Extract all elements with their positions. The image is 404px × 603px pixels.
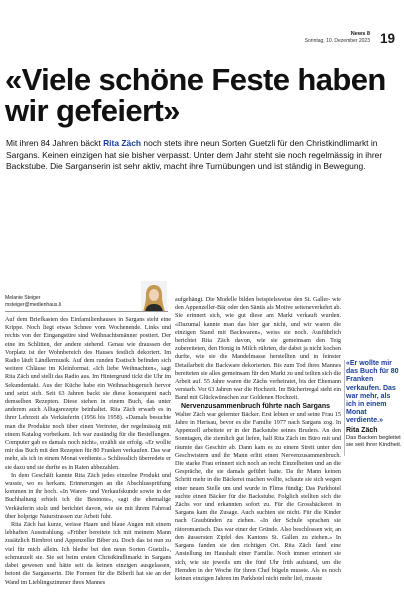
- pull-quote-text: «Er wollte mir das Buch für 80 Franken verkaufen. Das war mehr, als ich in einem Monat verdiente.»: [346, 360, 399, 425]
- body-paragraph: In dem Geschäft kannte Rita Zäch jedes einzelne Produkt und wusste, wo es herkam. Erinnerungen an die Abschlussprüfung kommen in ihr hoch. «In Waren- und Verkaufskunde sowie in der Buchhaltung erhielt ich die Bestnote», sagt die ehemalige Verkäuferin stolz und berichtet davon, wie sie mit ihrem Fahrrad über holprige Naturstrassen zur Arbeit fuhr.: [5, 472, 171, 520]
- publication-name: News 8: [350, 31, 370, 37]
- body-paragraph: Rita Zäch hat kurze, weisse Haare und blaue Augen mit einem lebhaften Ausstrahlung. «Früher bereitete ich mit meinem Mann zusätzlich Birnbrot und Appenzeller Biber zu. Doch das ist nun zu viel für mich allein. Ich bleibe bei den neun Sorten Guetzli», schmunzelt sie. Sie sei beim ersten Christkindlimarkt in Sargans dabei gewesen und hätte seit da keinen einzigen ausgelassen, betont die Sarganserin. Die Formen für die Biberli hat sie an der Wand im Lieblingszimmer ihres Mannes: [5, 522, 171, 586]
- quote-divider: [344, 360, 345, 456]
- author-divider: [5, 311, 168, 312]
- pull-quote-caption: Das Backen begleitet sie seit ihrer Kindheit.: [346, 434, 402, 448]
- article-column-1: [5, 316, 171, 587]
- article-headline: «Viele schöne Feste haben wir gefeiert»: [5, 62, 386, 128]
- body-paragraph: Walter Zäch war gelernter Bäcker. Erst lebten er und seine Frau 15 Jahre in Herisau, bevor es die Familie 1977 nach Sargans zog. In Appenzell arbeitete er in der Backstube seines Bruders. An den Sonntagen, die ziemlich gut liefen, half Rita Zäch im Büro mit und räumte das Geschirr ab. Dann kam es zu einem Streit unter den Geschwistern und ihr Mann erlitt einen Nervenzusammenbruch. Die starke Frau erinnert sich noch an recht Einzelheiten und an die Gespräche, die sie damals geführt hatte. Da ihr Mann keinen Schritt mehr in die Bäckerei machen wollte, schaute sie sich wegen einer neuen Stelle um und wurde in Flims fündig: Das Parkhotel suchte einen Bäcker für die Backstube. Folglich stellten sich die Zächs vor und erkannten sofort zu. Für die Grossbäckerei in Sargans kam die Zusage. Auch suchten sie nicht. Für die Kinder nach Graubünden zu ziehen. «In der Schule sprachen sie rätoromanisch. Das war einer der Gründe. Also beschlossen wir, an den äussersten Zipfel des Kantons St. Gallen zu ziehen.» In Sargans fanden sie den richtigen Ort. Rita Zäch fand eine Anstellung im Haushalt einer Familie. Noch immer erinnert sie sich, wie sie jeweils um die fünf Uhr früh aufstand, um die Hemden in der Woche für ihren Chef bügeln musste. Als es noch keinen einzigen Jahren im Parkhotel nicht mehr lief, musste: [175, 411, 341, 582]
- pull-quote: [346, 360, 402, 449]
- lead-name-highlight: Rita Zäch: [103, 138, 142, 148]
- body-paragraph: aufgehängt. Die Modelle bilden beispielsweise den St. Galler- wie den Appenzeller-Bär oder den Säntis als Motive seiteneverkehrt ab. Sie erinnert sich, wie gut diese am Markt verkauft wurden. «Dazumal kannte man das hier gar nicht, und wir waren die einzigen Stand mit Backwaren», weiss sie noch. Ausführlich berichtet Rita Zäch davon, wie sie gemeinsam den Teig zubereiteten, den Honig in Milch rührten, die dabei ja nicht kochen durfte, wie sie die Mandelmasse herstellten und in feinster Detailarbeit die Backware dekorierten. Bis zum Tod ihres Mannes bereiteten sie alles gemeinsam für den Markt zu und teilten sich die Arbeit auf. 55 Jahre waren die Zächs verheiratet, bis der Ehemann verstarb. Vor 63 Jahren war die Hochzeit. Im Büchertregal steht ein Band mit Glückwünschen zur Goldenen Hochzeit.: [175, 297, 341, 402]
- issue-date: Sonntag, 10. Dezember 2023: [304, 37, 370, 44]
- body-paragraph: Auf dem Briefkasten des Einfamilienhauses in Sargans steht eine Krippe. Noch liegt etwas Schnee vom Wochenende. Links und rechts von der Eingangstüre sind Weihnachtsmänner postiert. Der eine im Schlitten, der andere stehend. Genau wie draussen der Vorplatz ist der Wohnbereich des Hauses festlich dekoriert. Im Radio läuft Ländlermusik. Auf dem runden Esstisch befinden sich weitere Chläuse im Kleinformat. «Ich liebe Weihnachten», sagt Rita Zäch und stellt das Radio aus. Im Hintergrund tickt die Uhr im Sekundentakt. Aus der Küche habe ein Weihnachtsgeruch hervor und setzt sich. Seit 63 Jahren backt sie diese konsequent nach demselben Rezepten. Diese stehen in einem Buch, das unter anderem auch Alltagsrezepte beinhaltet. Rita Zäch erwarb es in ihrer Lehrzeit als Verkäuferin (1956 bis 1958). «Damals besuchte man die Produkte noch über einen Vertreter, der regelmässig mit einem Katalog vorbeikam. Ich war zuständig für die Bestellungen. Computer gab es damals noch nicht», erzählt sie erfolg. «Er wollte mir das Buch mit den Rezepten für 80 Franken verkaufen. Das war mehr, als ich in einem Monat verdiente.» Schliesslich überredete er sie dazu und sie durfte es in Raten abbezahlen.: [5, 317, 171, 471]
- lead-text-after: noch stets ihre neun Sorten Guetzli für den Christkindlimarkt in Sargans. Keinen einzigen hat sie bisher verpasst. Unter dem Jahr steht sie noch regelmässig in ihrer Backstube. Die Sarganserin ist sehr aktiv, macht ihre Turnübungen und ist ständig in Bewegung.: [6, 138, 383, 172]
- author-email[interactable]: msteiger@medienhaus.li: [5, 302, 62, 308]
- article-column-2: [175, 296, 341, 583]
- article-lead: [6, 138, 398, 173]
- page-header: [0, 0, 404, 46]
- pull-quote-author: Rita Zäch: [346, 426, 378, 434]
- section-subhead: Nervenzusammenbruch führte nach Sargans: [181, 402, 330, 410]
- author-name: Melanie Steiger: [5, 295, 41, 301]
- page-number: 19: [379, 31, 395, 46]
- lead-text-before: Mit ihren 84 Jahren bäckt: [6, 138, 104, 148]
- author-portrait-icon: [141, 281, 167, 312]
